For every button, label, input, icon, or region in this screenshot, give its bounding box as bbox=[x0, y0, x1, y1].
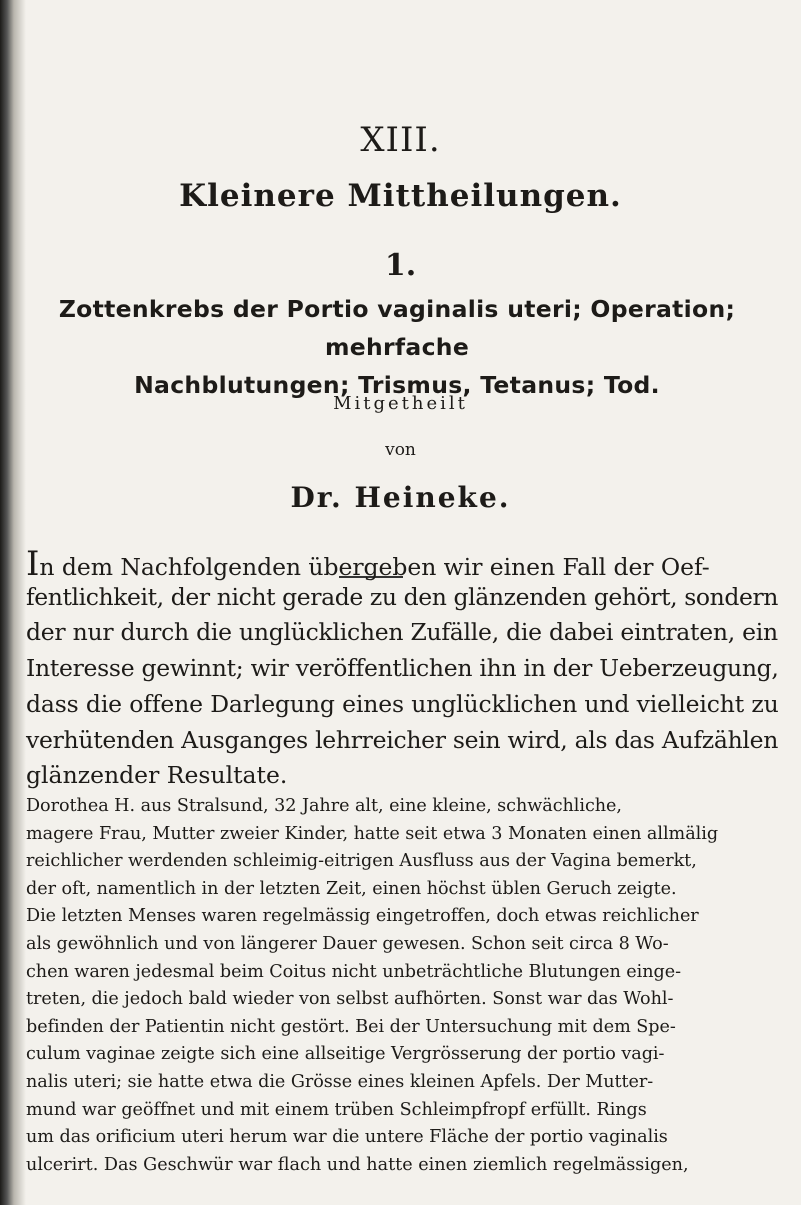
text-line: culum vaginae zeigte sich eine allseitige Vergrösserung der portio vagi- bbox=[26, 1044, 665, 1065]
text-line bbox=[26, 544, 781, 584]
text-line: Die letzten Menses waren regelmässig eingetroffen, doch etwas reichlicher bbox=[26, 906, 699, 927]
author-name: Dr. Heineke. bbox=[290, 481, 511, 514]
chapter-number: XIII. bbox=[360, 120, 441, 160]
text-line: als gewöhnlich und von längerer Dauer gewesen. Schon seit circa 8 Wo- bbox=[26, 934, 669, 954]
communicated-label: Mitgetheilt bbox=[333, 393, 468, 414]
text-line: um das orificium uteri herum war die untere Fläche der portio vaginalis bbox=[26, 1127, 668, 1148]
text-line: dass die offene Darlegung eines unglücklichen und vielleicht zu bbox=[26, 689, 779, 718]
by-label: von bbox=[385, 440, 416, 460]
article-title bbox=[12, 290, 782, 404]
text-line-rest: n dem Nachfolgenden übergeben wir einen Fall der Oef- bbox=[39, 553, 710, 581]
text-line: der oft, namentlich in der letzten Zeit, einen höchst üblen Geruch zeigte. bbox=[26, 878, 677, 899]
text-line: der nur durch die unglücklichen Zufälle, die dabei eintraten, ein bbox=[26, 618, 778, 647]
text-line: Interesse gewinnt; wir veröffentlichen ihn in der Ueberzeugung, bbox=[26, 654, 779, 683]
text-line: reichlicher werdenden schleimig-eitrigen Ausfluss aus der Vagina bemerkt, bbox=[26, 851, 697, 872]
text-line: chen waren jedesmal beim Coitus nicht unbeträchtliche Blutungen einge- bbox=[26, 961, 682, 982]
article-number: 1. bbox=[384, 248, 417, 283]
text-line: treten, die jedoch bald wieder von selbst aufhörten. Sonst war das Wohl- bbox=[26, 989, 674, 1010]
section-title: Kleinere Mittheilungen. bbox=[179, 178, 622, 214]
article-title-line: Zottenkrebs der Portio vaginalis uteri; Operation; mehrfache bbox=[58, 295, 736, 361]
text-line: fentlichkeit, der nicht gerade zu den glänzenden gehört, sondern bbox=[26, 582, 779, 611]
article-title-line: Nachblutungen; Trismus, Tetanus; Tod. bbox=[134, 371, 660, 399]
drop-cap: I bbox=[26, 544, 40, 584]
text-line: glänzender Resultate. bbox=[26, 761, 288, 790]
text-line: befinden der Patientin nicht gestört. Bei der Untersuchung mit dem Spe- bbox=[26, 1016, 676, 1037]
text-line: magere Frau, Mutter zweier Kinder, hatte seit etwa 3 Monaten einen allmälig bbox=[26, 823, 719, 844]
text-line: verhütenden Ausganges lehrreicher sein wird, als das Aufzählen bbox=[26, 725, 779, 754]
text-line: mund war geöffnet und mit einem trüben Schleimpfropf erfüllt. Rings bbox=[26, 1099, 647, 1120]
text-line: ulcerirt. Das Geschwür war flach und hatte einen ziemlich regelmässigen, bbox=[26, 1154, 689, 1175]
text-line: nalis uteri; sie hatte etwa die Grösse eines kleinen Apfels. Der Mutter- bbox=[26, 1072, 654, 1092]
text-line: Dorothea H. aus Stralsund, 32 Jahre alt, eine kleine, schwächliche, bbox=[26, 796, 622, 816]
